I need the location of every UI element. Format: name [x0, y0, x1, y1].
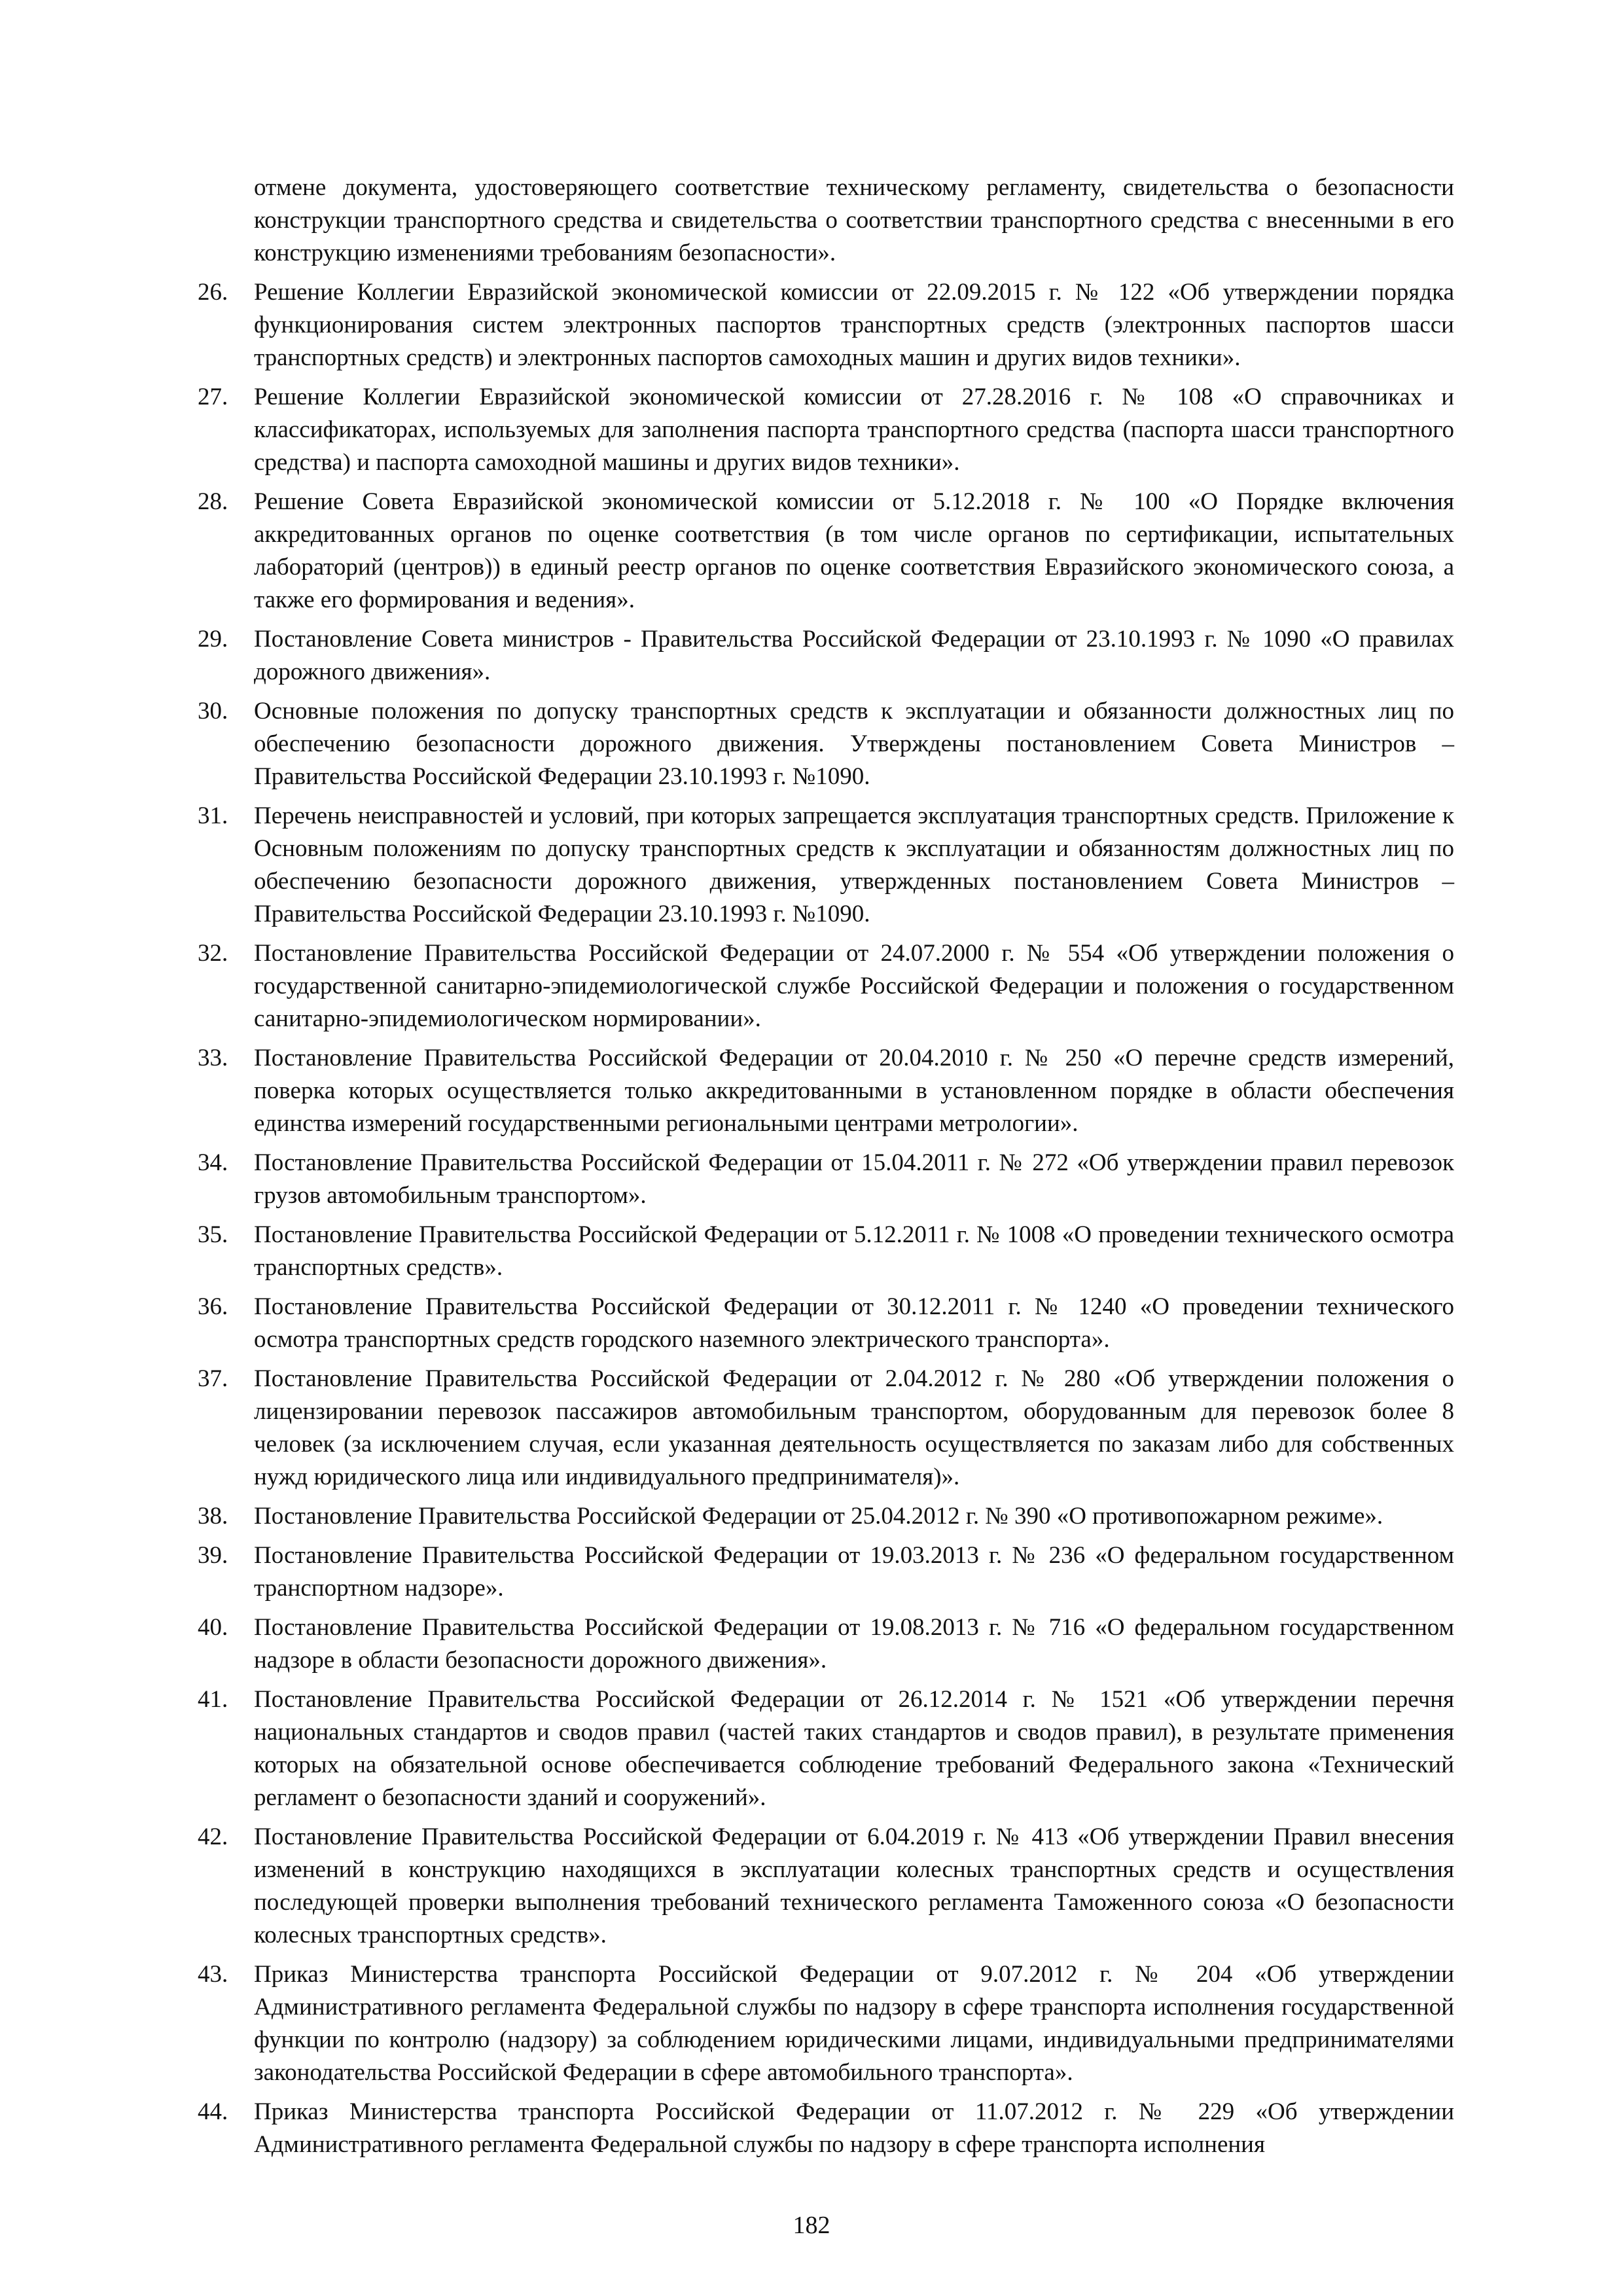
- item-number: 26.: [198, 279, 228, 306]
- item-number: 33.: [198, 1045, 228, 1071]
- list-item: [198, 1042, 1454, 1140]
- item-text: Постановление Правительства Российской Федерации от 26.12.2014 г. № 1521 «Об утверждении перечня национальных стандартов и сводов правил (частей таких стандартов и сводов правил), в результате применения которых на обязательной основе обеспечивается соблюдение требований Федерального закона «Технический регламент о безопасности зданий и сооружений».: [254, 1686, 1454, 1811]
- item-number: 40.: [198, 1614, 228, 1641]
- item-number: 41.: [198, 1686, 228, 1713]
- item-text: Постановление Правительства Российской Федерации от 25.04.2012 г. № 390 «О противопожарном режиме».: [254, 1503, 1383, 1530]
- list-item: [198, 800, 1454, 931]
- item-number: 39.: [198, 1542, 228, 1569]
- item-text: Постановление Правительства Российской Федерации от 2.04.2012 г. № 280 «Об утверждении положения о лицензировании перевозок пассажиров автомобильным транспортом, оборудованным для перевозок более 8 человек (за исключением случая, если указанная деятельность осуществляется по заказам либо для собственных нужд юридического лица или индивидуального предпринимателя)».: [254, 1365, 1454, 1490]
- item-text: Основные положения по допуску транспортных средств к эксплуатации и обязанности должностных лиц по обеспечению безопасности дорожного движения. Утверждены постановлением Совета Министров – Правительства Российской Федерации 23.10.1993 г. №1090.: [254, 698, 1454, 790]
- item-text: Постановление Правительства Российской Федерации от 5.12.2011 г. № 1008 «О проведении технического осмотра транспортных средств».: [254, 1221, 1454, 1281]
- item-number: 30.: [198, 698, 228, 725]
- item-text: Постановление Правительства Российской Федерации от 30.12.2011 г. № 1240 «О проведении технического осмотра транспортных средств городского наземного электрического транспорта».: [254, 1293, 1454, 1353]
- item-text: Перечень неисправностей и условий, при которых запрещается эксплуатация транспортных средств. Приложение к Основным положениям по допуску транспортных средств к эксплуатации и обязанностям должностных лиц по обеспечению безопасности дорожного движения, утвержденных постановлением Совета Министров – Правительства Российской Федерации 23.10.1993 г. №1090.: [254, 802, 1454, 927]
- item-text: Постановление Совета министров - Правительства Российской Федерации от 23.10.1993 г. № 1090 «О правилах дорожного движения».: [254, 626, 1454, 685]
- list-item: [198, 276, 1454, 374]
- list-item: [198, 381, 1454, 479]
- list-item: [198, 2096, 1454, 2161]
- item-number: 37.: [198, 1365, 228, 1392]
- item-text: Приказ Министерства транспорта Российской Федерации от 9.07.2012 г. № 204 «Об утверждении Административного регламента Федеральной службы по надзору в сфере транспорта исполнения государственной функции по контролю (надзору) за соблюдением юридическими лицами, индивидуальными предпринимателями законодательства Российской Федерации в сфере автомобильного транспорта».: [254, 1961, 1454, 2086]
- item-number: 34.: [198, 1149, 228, 1176]
- item-number: 27.: [198, 384, 228, 410]
- list-item: [198, 1611, 1454, 1677]
- item-text: Решение Коллегии Евразийской экономической комиссии от 22.09.2015 г. № 122 «Об утверждении порядка функционирования систем электронных паспортов транспортных средств (электронных паспортов шасси транспортных средств) и электронных паспортов самоходных машин и других видов техники».: [254, 279, 1454, 371]
- item-text: Постановление Правительства Российской Федерации от 6.04.2019 г. № 413 «Об утверждении Правил внесения изменений в конструкцию находящихся в эксплуатации колесных транспортных средств и осуществления последующей проверки выполнения требований технического регламента Таможенного союза «О безопасности колесных транспортных средств».: [254, 1823, 1454, 1948]
- list-item: [198, 1958, 1454, 2089]
- item-number: 43.: [198, 1961, 228, 1988]
- item-number: 35.: [198, 1221, 228, 1248]
- item-text: Решение Коллегии Евразийской экономической комиссии от 27.28.2016 г. № 108 «О справочниках и классификаторах, используемых для заполнения паспорта транспортного средства (паспорта шасси транспортного средства) и паспорта самоходной машины и других видов техники».: [254, 384, 1454, 476]
- list-item: [198, 1821, 1454, 1952]
- list-item: [198, 1291, 1454, 1356]
- list-item: [198, 1219, 1454, 1284]
- item-text: Постановление Правительства Российской Федерации от 19.08.2013 г. № 716 «О федеральном государственном надзоре в области безопасности дорожного движения».: [254, 1614, 1454, 1674]
- item-number: 36.: [198, 1293, 228, 1320]
- list-item: [198, 623, 1454, 689]
- item-text: Постановление Правительства Российской Федерации от 19.03.2013 г. № 236 «О федеральном государственном транспортном надзоре».: [254, 1542, 1454, 1602]
- list-item: [198, 1500, 1454, 1533]
- document-content: [198, 171, 1454, 2168]
- item-text: Постановление Правительства Российской Федерации от 24.07.2000 г. № 554 «Об утверждении положения о государственной санитарно-эпидемиологической службе Российской Федерации и положения о государственном санитарно-эпидемиологическом нормировании».: [254, 940, 1454, 1032]
- item-number: 38.: [198, 1503, 228, 1530]
- item-text: Постановление Правительства Российской Федерации от 15.04.2011 г. № 272 «Об утверждении правил перевозок грузов автомобильным транспортом».: [254, 1149, 1454, 1209]
- intro-paragraph: отмене документа, удостоверяющего соответствие техническому регламенту, свидетельства о безопасности конструкции транспортного средства и свидетельства о соответствии транспортного средства с внесенными в его конструкцию изменениями требованиям безопасности».: [254, 174, 1454, 266]
- item-number: 28.: [198, 488, 228, 515]
- item-number: 29.: [198, 626, 228, 653]
- list-item: [198, 695, 1454, 793]
- item-text: Постановление Правительства Российской Федерации от 20.04.2010 г. № 250 «О перечне средств измерений, поверка которых осуществляется только аккредитованными в установленном порядке в области обеспечения единства измерений государственными региональными центрами метрологии».: [254, 1045, 1454, 1137]
- list-item: [198, 1683, 1454, 1814]
- item-number: 44.: [198, 2098, 228, 2125]
- item-text: Решение Совета Евразийской экономической комиссии от 5.12.2018 г. № 100 «О Порядке включения аккредитованных органов по оценке соответствия (в том числе органов по сертификации, испытательных лабораторий (центров)) в единый реестр органов по оценке соответствия Евразийского экономического союза, а также его формирования и ведения».: [254, 488, 1454, 613]
- item-number: 32.: [198, 940, 228, 967]
- item-text: Приказ Министерства транспорта Российской Федерации от 11.07.2012 г. № 229 «Об утверждении Административного регламента Федеральной службы по надзору в сфере транспорта исполнения: [254, 2098, 1454, 2158]
- item-number: 31.: [198, 802, 228, 829]
- list-item: [198, 1147, 1454, 1212]
- page-number: 182: [793, 2212, 830, 2239]
- list-item: [198, 486, 1454, 617]
- item-number: 42.: [198, 1823, 228, 1850]
- list-item: [198, 1539, 1454, 1605]
- list-item: [198, 937, 1454, 1035]
- list-item: [198, 1363, 1454, 1494]
